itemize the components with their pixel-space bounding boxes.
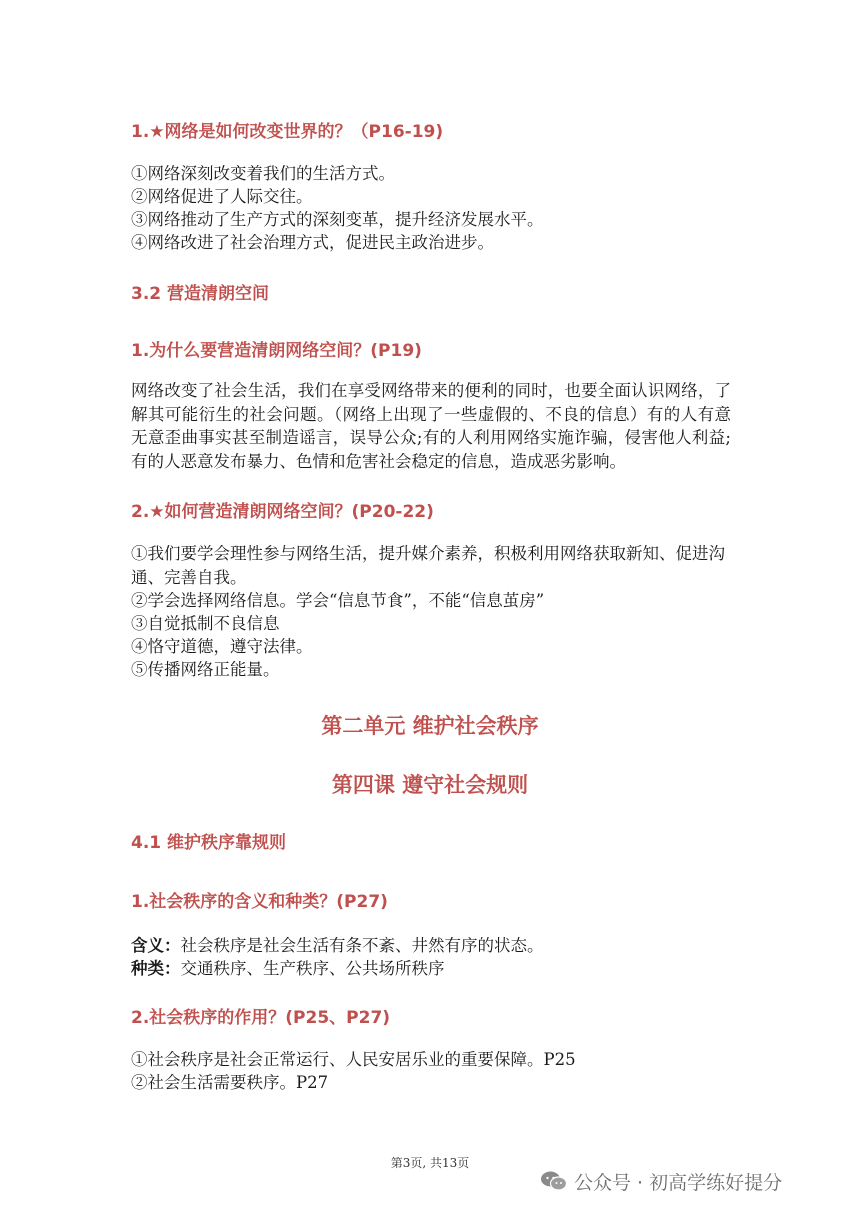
meaning-line xyxy=(131,934,544,957)
list-item: ④恪守道德，遵守法律。 xyxy=(131,637,313,656)
list-item: ③自觉抵制不良信息 xyxy=(131,614,280,633)
section-heading-how-clean: 2.★如何营造清朗网络空间？(P20-22) xyxy=(131,502,434,522)
paragraph-why-clean: 网络改变了社会生活，我们在享受网络带来的便利的同时，也要全面认识网络，了解其可能衍生的社会问题。（网络上出现了一些虚假的、不良的信息）有的人有意无意歪曲事实甚至制造谣言，误导公众;有的人利用网络实施诈骗，侵害他人利益;有的人恶意发布暴力、色情和危害社会稳定的信息，造成恶劣影响。 xyxy=(131,381,731,471)
section-heading-why-clean: 1.为什么要营造清朗网络空间？(P19) xyxy=(131,341,422,361)
page-footer: 第3页, 共13页 xyxy=(390,1156,470,1170)
types-line xyxy=(131,957,445,980)
meaning-text: 社会秩序是社会生活有条不紊、井然有序的状态。 xyxy=(180,936,544,955)
wechat-icon xyxy=(540,1170,568,1192)
list-item: ①社会秩序是社会正常运行、人民安居乐业的重要保障。P25 xyxy=(131,1050,576,1069)
list-item: ⑤传播网络正能量。 xyxy=(131,660,280,679)
types-text: 交通秩序、生产秩序、公共场所秩序 xyxy=(180,959,445,978)
types-label: 种类： xyxy=(131,959,181,978)
watermark xyxy=(540,1167,840,1197)
section-heading-order-meaning: 1.社会秩序的含义和种类？(P27) xyxy=(131,892,388,912)
subsection-heading-4-1: 4.1 维护秩序靠规则 xyxy=(131,833,287,853)
subsection-heading-3-2: 3.2 营造清朗空间 xyxy=(131,284,270,304)
list-item: ①我们要学会理性参与网络生活，提升媒介素养，积极利用网络获取新知、促进沟通、完善自我。 xyxy=(131,544,725,587)
lesson-title: 第四课 遵守社会规则 xyxy=(331,773,529,797)
list-item: ④网络改进了社会治理方式，促进民主政治进步。 xyxy=(131,233,494,252)
list-item: ①网络深刻改变着我们的生活方式。 xyxy=(131,164,395,183)
watermark-text: 公众号 · 初高学练好提分 xyxy=(574,1172,783,1194)
list-item: ③网络推动了生产方式的深刻变革，提升经济发展水平。 xyxy=(131,210,544,229)
list-item: ②社会生活需要秩序。P27 xyxy=(131,1073,329,1092)
list-item: ②网络促进了人际交往。 xyxy=(131,187,313,206)
meaning-label: 含义： xyxy=(131,936,181,955)
section-heading-order-role: 2.社会秩序的作用？(P25、P27) xyxy=(131,1008,391,1028)
list-item: ②学会选择网络信息。学会“信息节食”，不能“信息茧房” xyxy=(131,591,545,610)
section-heading-network-change: 1.★网络是如何改变世界的？（P16-19) xyxy=(131,122,444,142)
unit-title: 第二单元 维护社会秩序 xyxy=(321,714,539,738)
